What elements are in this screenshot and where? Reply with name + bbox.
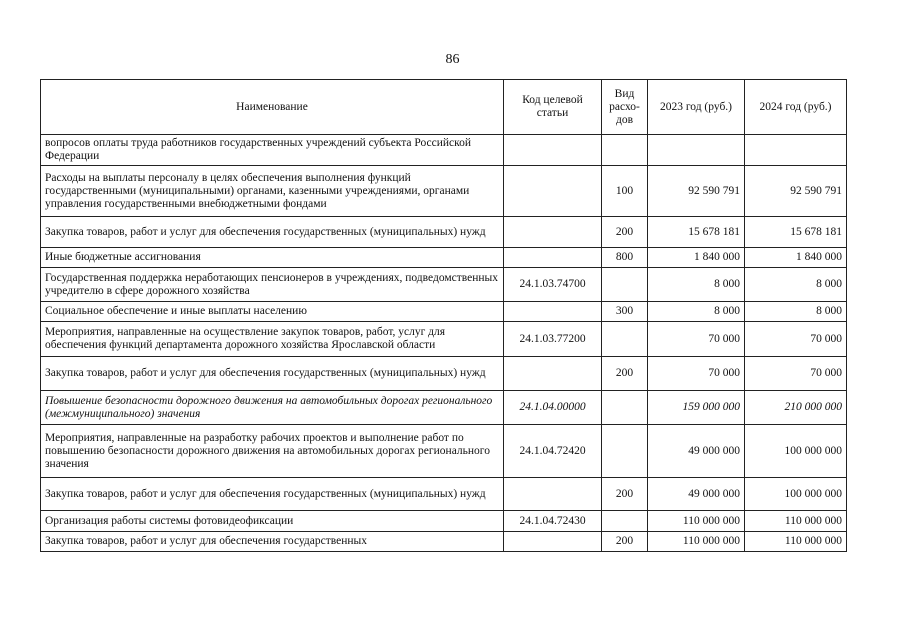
row-name: Государственная поддержка неработающих пенсионеров в учреждениях, подведомственных учредителю в сфере дорожного хозяйства [41, 268, 504, 302]
row-expense-type: 300 [602, 302, 648, 322]
row-name: Мероприятия, направленные на осуществление закупок товаров, работ, услуг для обеспечения функций департамента дорожного хозяйства Ярославской области [41, 322, 504, 357]
table-row [41, 425, 847, 478]
row-code: 24.1.04.00000 [504, 391, 602, 425]
row-expense-type [602, 425, 648, 478]
row-name: Иные бюджетные ассигнования [41, 248, 504, 268]
table-row [41, 322, 847, 357]
table-row [41, 217, 847, 248]
row-expense-type [602, 268, 648, 302]
row-amount-2024 [745, 135, 847, 166]
row-amount-2023: 70 000 [648, 322, 745, 357]
row-code [504, 217, 602, 248]
row-amount-2024: 92 590 791 [745, 166, 847, 217]
row-expense-type: 100 [602, 166, 648, 217]
row-expense-type: 200 [602, 478, 648, 511]
row-name: Расходы на выплаты персоналу в целях обеспечения выполнения функций государственными (муниципальными) органами, казенными учреждениями, органами управления государственными внебюджетными фондами [41, 166, 504, 217]
header-expense-type: Вид расхо-дов [602, 80, 648, 135]
table-header-row [41, 80, 847, 135]
row-name: Социальное обеспечение и иные выплаты населению [41, 302, 504, 322]
row-code: 24.1.03.74700 [504, 268, 602, 302]
row-amount-2023: 8 000 [648, 302, 745, 322]
row-amount-2023: 8 000 [648, 268, 745, 302]
row-code [504, 135, 602, 166]
row-amount-2023: 49 000 000 [648, 425, 745, 478]
table-row [41, 511, 847, 532]
row-amount-2023: 110 000 000 [648, 511, 745, 532]
header-code: Код целевой статьи [504, 80, 602, 135]
row-code [504, 532, 602, 552]
row-expense-type [602, 391, 648, 425]
row-amount-2024: 8 000 [745, 268, 847, 302]
row-amount-2023 [648, 135, 745, 166]
row-code [504, 302, 602, 322]
header-year-2024: 2024 год (руб.) [745, 80, 847, 135]
row-expense-type: 200 [602, 217, 648, 248]
row-amount-2024: 110 000 000 [745, 511, 847, 532]
budget-table [40, 79, 847, 552]
row-expense-type: 200 [602, 357, 648, 391]
row-amount-2023: 92 590 791 [648, 166, 745, 217]
row-code [504, 166, 602, 217]
row-name: Повышение безопасности дорожного движения на автомобильных дорогах регионального (межмуниципального) значения [41, 391, 504, 425]
row-amount-2024: 210 000 000 [745, 391, 847, 425]
row-name: вопросов оплаты труда работников государственных учреждений субъекта Российской Федерации [41, 135, 504, 166]
row-name: Закупка товаров, работ и услуг для обеспечения государственных (муниципальных) нужд [41, 217, 504, 248]
row-expense-type [602, 511, 648, 532]
table-row [41, 135, 847, 166]
header-year-2023: 2023 год (руб.) [648, 80, 745, 135]
row-amount-2024: 110 000 000 [745, 532, 847, 552]
row-amount-2024: 15 678 181 [745, 217, 847, 248]
table-row [41, 302, 847, 322]
row-name: Закупка товаров, работ и услуг для обеспечения государственных (муниципальных) нужд [41, 478, 504, 511]
row-amount-2023: 49 000 000 [648, 478, 745, 511]
row-amount-2023: 159 000 000 [648, 391, 745, 425]
row-code [504, 357, 602, 391]
row-amount-2024: 100 000 000 [745, 478, 847, 511]
row-expense-type: 200 [602, 532, 648, 552]
row-code [504, 248, 602, 268]
row-name: Мероприятия, направленные на разработку рабочих проектов и выполнение работ по повышению безопасности дорожного движения на автомобильных дорогах регионального значения [41, 425, 504, 478]
row-expense-type [602, 135, 648, 166]
table-row [41, 166, 847, 217]
table-row [41, 268, 847, 302]
header-name: Наименование [41, 80, 504, 135]
table-row [41, 532, 847, 552]
row-amount-2024: 70 000 [745, 322, 847, 357]
row-amount-2024: 70 000 [745, 357, 847, 391]
table-row [41, 248, 847, 268]
row-name: Закупка товаров, работ и услуг для обеспечения государственных [41, 532, 504, 552]
row-code: 24.1.03.77200 [504, 322, 602, 357]
row-amount-2024: 1 840 000 [745, 248, 847, 268]
row-name: Организация работы системы фотовидеофиксации [41, 511, 504, 532]
row-code: 24.1.04.72420 [504, 425, 602, 478]
row-expense-type: 800 [602, 248, 648, 268]
row-amount-2024: 100 000 000 [745, 425, 847, 478]
row-amount-2023: 110 000 000 [648, 532, 745, 552]
row-amount-2023: 1 840 000 [648, 248, 745, 268]
row-amount-2023: 15 678 181 [648, 217, 745, 248]
row-name: Закупка товаров, работ и услуг для обеспечения государственных (муниципальных) нужд [41, 357, 504, 391]
row-code: 24.1.04.72430 [504, 511, 602, 532]
row-amount-2023: 70 000 [648, 357, 745, 391]
row-code [504, 478, 602, 511]
row-amount-2024: 8 000 [745, 302, 847, 322]
page-number: 86 [445, 52, 460, 67]
table-row [41, 391, 847, 425]
table-row [41, 478, 847, 511]
row-expense-type [602, 322, 648, 357]
table-row [41, 357, 847, 391]
